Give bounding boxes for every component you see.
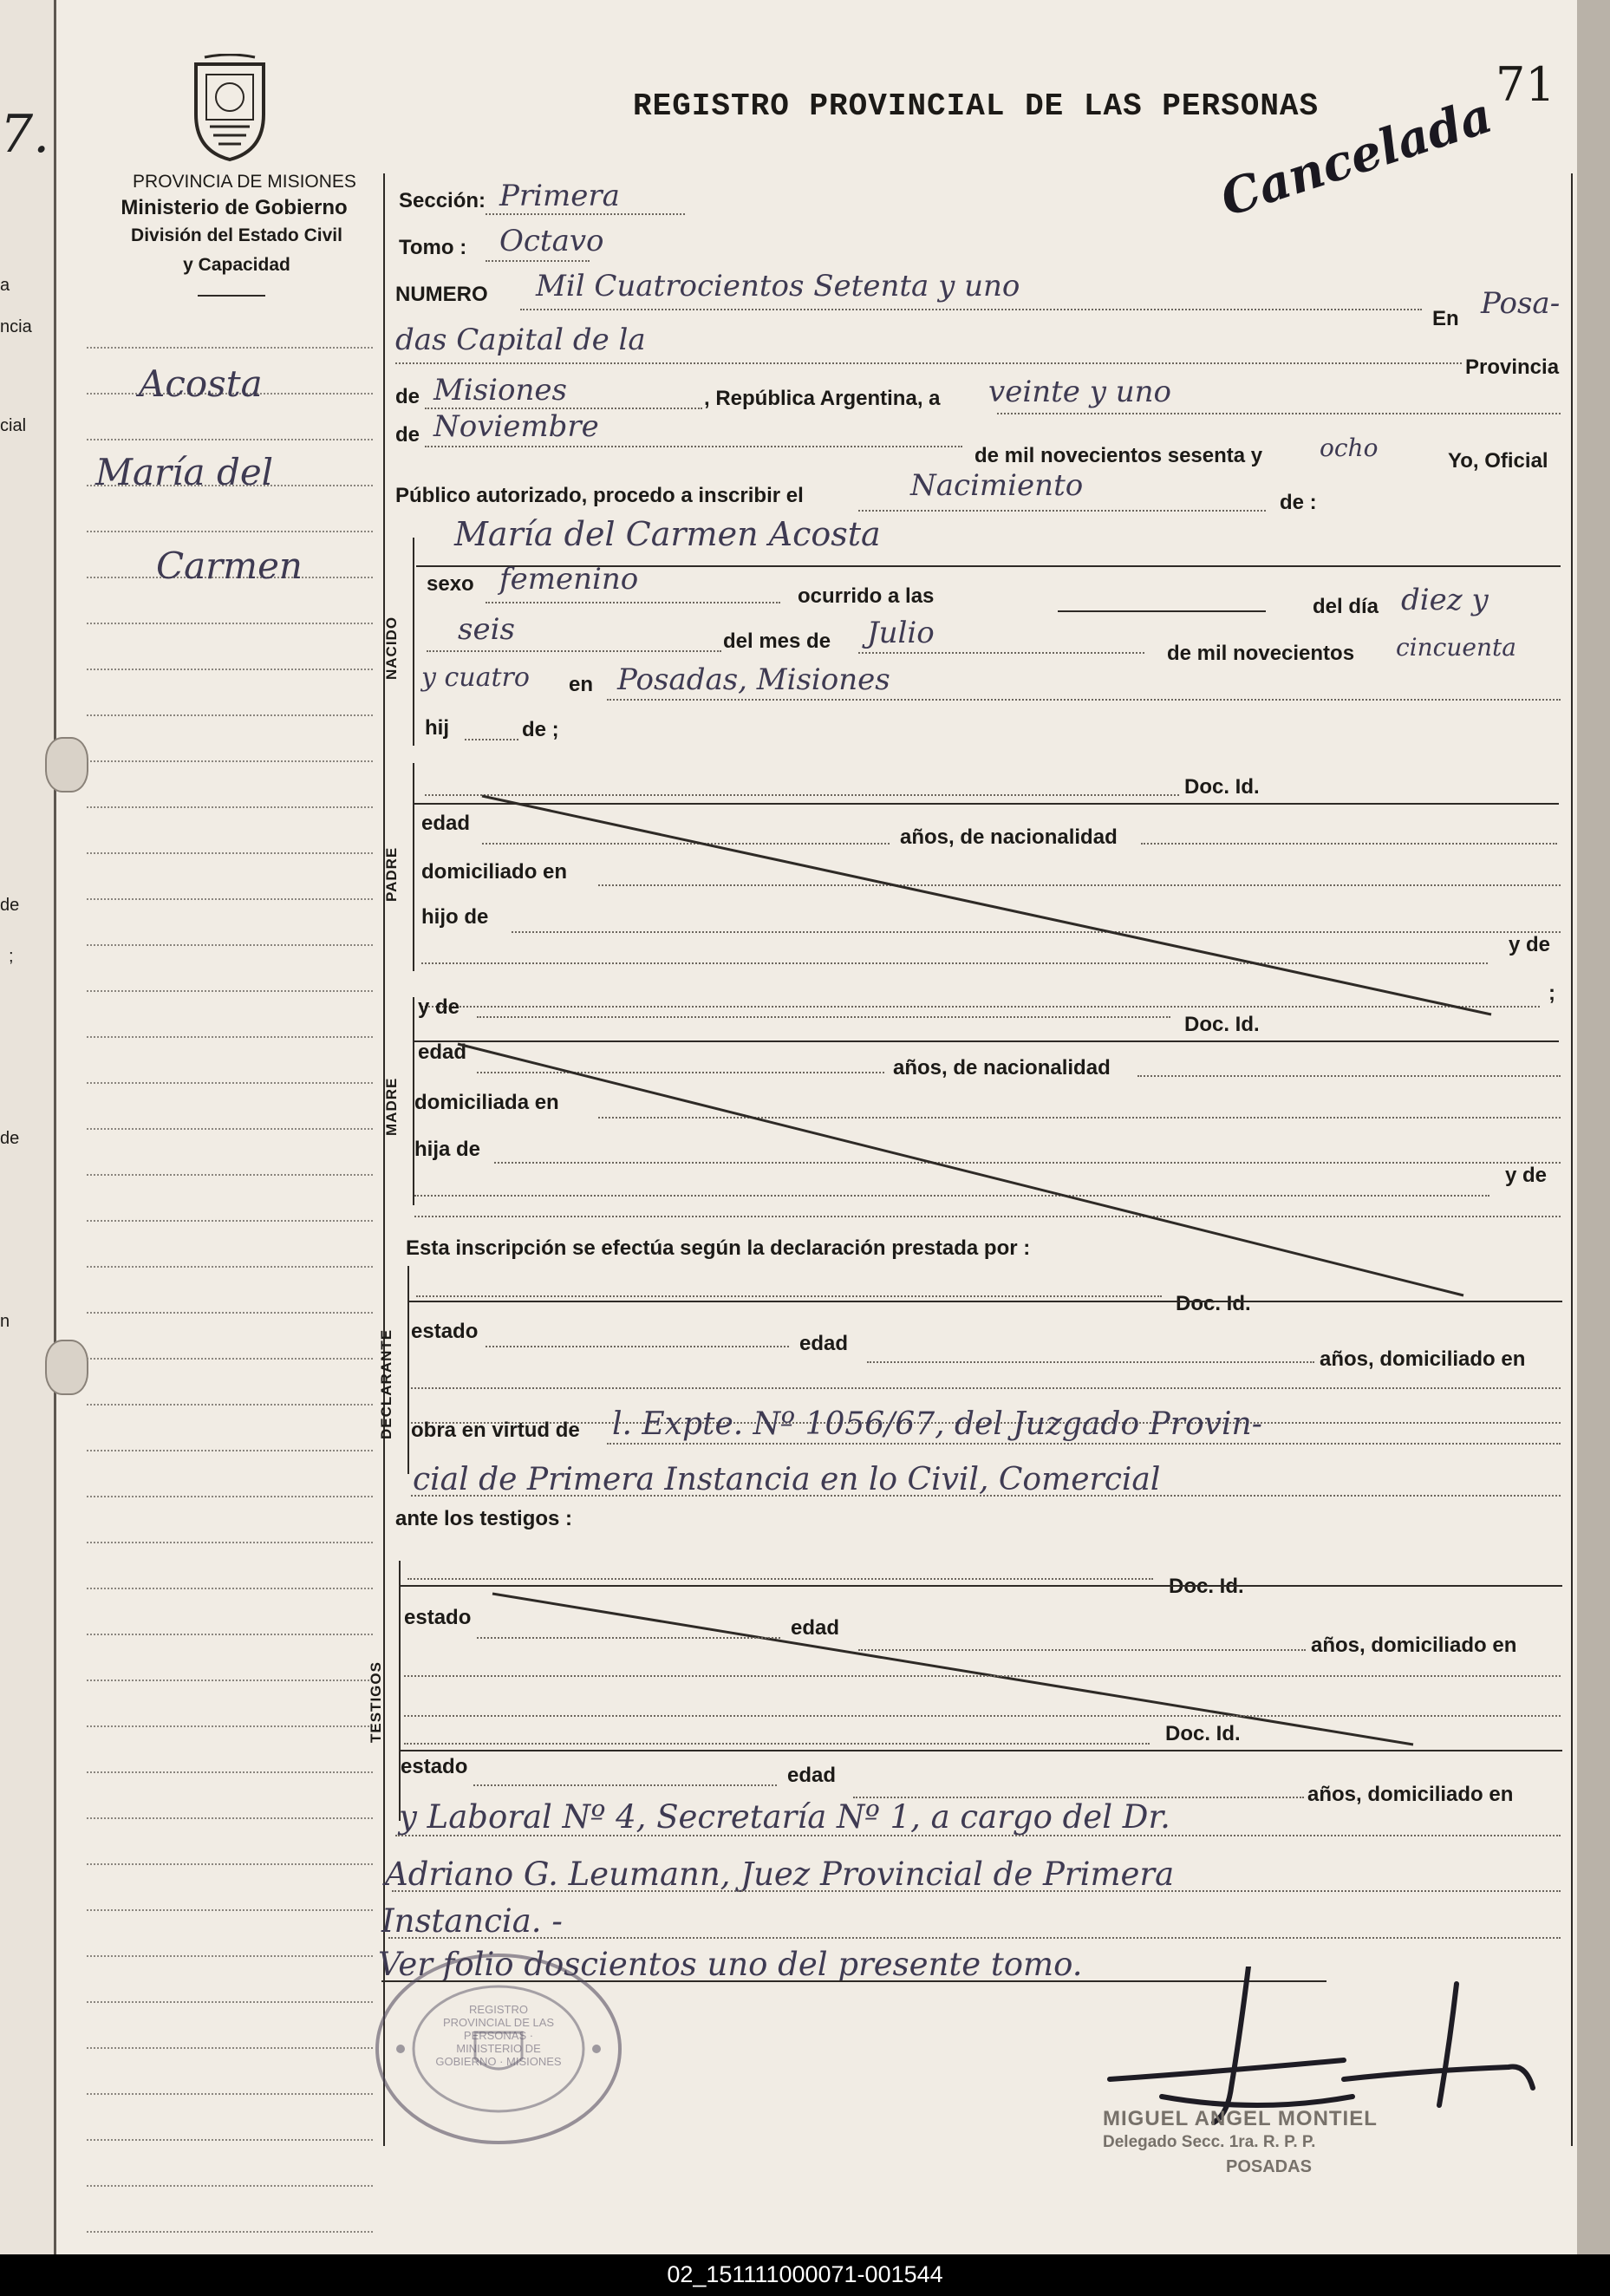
left-edge-text: a bbox=[0, 276, 10, 295]
domicilio-label: años, domiciliado en bbox=[1320, 1347, 1526, 1371]
fill-line bbox=[407, 1578, 1153, 1580]
left-edge-text: cial bbox=[0, 416, 27, 435]
authority-province: PROVINCIA DE MISIONES bbox=[133, 172, 356, 192]
year-label: de mil novecientos sesenta y bbox=[974, 444, 1263, 467]
edad-label: edad bbox=[418, 1040, 467, 1064]
domicilio-label: años, domiciliado en bbox=[1307, 1783, 1514, 1806]
fill-line bbox=[392, 1890, 1561, 1892]
de-colon: de : bbox=[1280, 491, 1317, 514]
left-edge-text: ; bbox=[9, 947, 14, 966]
strike-line-padre bbox=[482, 796, 1491, 1014]
yde-label: y de bbox=[418, 995, 460, 1019]
left-edge-text: de bbox=[0, 896, 20, 915]
fill-line bbox=[416, 1295, 1162, 1297]
fill-line bbox=[473, 1784, 777, 1786]
fill-line bbox=[411, 1495, 1561, 1497]
strike-line-testigos bbox=[492, 1594, 1413, 1745]
de-label: de bbox=[395, 385, 420, 408]
anio-label: de mil novecientos bbox=[1167, 642, 1355, 665]
left-edge-text: ncia bbox=[0, 317, 32, 336]
note-line: y Laboral Nº 4, Secretaría Nº 1, a cargo del Dr. bbox=[399, 1798, 1170, 1836]
section-rule bbox=[409, 1301, 1562, 1302]
edad-label: edad bbox=[787, 1764, 837, 1787]
fill-line bbox=[486, 1346, 789, 1347]
nacionalidad-label: años, de nacionalidad bbox=[893, 1056, 1111, 1080]
sexo-label: sexo bbox=[427, 572, 474, 596]
section-bracket bbox=[407, 1266, 409, 1474]
authority-capacity: y Capacidad bbox=[183, 255, 290, 275]
testigos-section-label: TESTIGOS bbox=[368, 1661, 384, 1743]
declarante-section-label: DECLARANTE bbox=[378, 1328, 394, 1439]
hijo-label: hijo de bbox=[421, 905, 489, 929]
hija-label: hija de bbox=[414, 1138, 481, 1161]
declarante-intro: Esta inscripción se efectúa según la declaración prestada por : bbox=[406, 1236, 1031, 1260]
numero-value: Mil Cuatrocientos Setenta y uno bbox=[536, 269, 1020, 303]
year-value: ocho bbox=[1320, 434, 1379, 462]
publico-label: Público autorizado, procedo a inscribir el bbox=[395, 484, 804, 507]
stamp-text: REGISTRO PROVINCIAL DE LAS PERSONAS · MINISTERIO DE GOBIERNO · MISIONES bbox=[435, 2003, 562, 2068]
dia-value: diez y bbox=[1401, 583, 1489, 617]
fill-line bbox=[867, 1361, 1314, 1363]
fill-line bbox=[411, 1387, 1561, 1389]
doc-label: Doc. Id. bbox=[1184, 775, 1260, 799]
left-edge-text: de bbox=[0, 1129, 20, 1148]
fill-line bbox=[388, 1937, 1561, 1939]
en-label: en bbox=[569, 673, 594, 696]
doc-label: Doc. Id. bbox=[1184, 1013, 1260, 1036]
acto-value: Nacimiento bbox=[910, 468, 1084, 503]
seccion-value: Primera bbox=[499, 179, 620, 213]
yo-label: Yo, Oficial bbox=[1448, 449, 1548, 473]
estado-label: estado bbox=[404, 1606, 472, 1629]
fill-line bbox=[404, 1743, 1150, 1745]
doc-label: Doc. Id. bbox=[1165, 1722, 1241, 1745]
city-value: das Capital de la bbox=[395, 323, 646, 357]
hij-label: hij bbox=[425, 716, 449, 740]
domicilio-label: domiciliada en bbox=[414, 1091, 559, 1114]
edad-label: edad bbox=[421, 812, 471, 835]
semicolon: ; bbox=[1548, 982, 1555, 1005]
obra-label: obra en virtud de bbox=[411, 1419, 580, 1442]
en-label: En bbox=[1432, 307, 1459, 330]
mes-value: Julio bbox=[867, 616, 935, 650]
de-label: de ; bbox=[522, 718, 559, 741]
authority-division: División del Estado Civil bbox=[131, 225, 342, 245]
official-place: POSADAS bbox=[1226, 2157, 1312, 2176]
fill-line bbox=[858, 1649, 1306, 1651]
provincia-label: Provincia bbox=[1465, 355, 1560, 379]
page-title: REGISTRO PROVINCIAL DE LAS PERSONAS bbox=[633, 88, 1320, 124]
margin-given-name: Carmen bbox=[156, 545, 303, 587]
section-rule bbox=[401, 1585, 1562, 1587]
fill-line bbox=[477, 1637, 780, 1639]
dia-label: del día bbox=[1313, 595, 1379, 618]
province-value: Misiones bbox=[433, 373, 567, 408]
section-rule bbox=[401, 1750, 1562, 1751]
dia-value: seis bbox=[458, 612, 515, 647]
file-id-bar bbox=[0, 2254, 1610, 2296]
fill-line bbox=[404, 1675, 1561, 1677]
doc-label: Doc. Id. bbox=[1169, 1575, 1244, 1598]
left-edge-text: 7. bbox=[0, 104, 50, 165]
ocurrido-label: ocurrido a las bbox=[798, 584, 935, 608]
estado-label: estado bbox=[401, 1755, 468, 1778]
tomo-value: Octavo bbox=[499, 224, 604, 258]
estado-label: estado bbox=[411, 1320, 479, 1343]
registrant-name: María del Carmen Acosta bbox=[454, 515, 881, 553]
anio-value: cincuenta bbox=[1396, 633, 1516, 662]
madre-section-label: MADRE bbox=[383, 1077, 400, 1136]
nacionalidad-label: años, de nacionalidad bbox=[900, 825, 1118, 849]
yde-label: y de bbox=[1505, 1164, 1548, 1187]
numero-label: NUMERO bbox=[395, 283, 488, 306]
padre-section-label: PADRE bbox=[383, 846, 400, 902]
fill-line bbox=[607, 1443, 1561, 1445]
lugar-value: Posadas, Misiones bbox=[617, 662, 890, 697]
domicilio-label: años, domiciliado en bbox=[1311, 1634, 1517, 1657]
left-edge-text: n bbox=[0, 1312, 10, 1331]
file-id: 02_151111000071-001544 bbox=[667, 2261, 943, 2287]
note-line: Adriano G. Leumann, Juez Provincial de Primera bbox=[385, 1856, 1175, 1893]
domicilio-label: domiciliado en bbox=[421, 860, 568, 884]
authority-ministry: Ministerio de Gobierno bbox=[121, 196, 348, 219]
official-name: MIGUEL ANGEL MONTIEL bbox=[1103, 2107, 1378, 2130]
page-number: 71 bbox=[1496, 57, 1555, 112]
margin-surname: Acosta bbox=[139, 362, 263, 405]
note-line: Instancia. - bbox=[381, 1902, 563, 1940]
margin-given-name: María del bbox=[95, 451, 274, 493]
month-value: Noviembre bbox=[433, 409, 599, 444]
note-line: Ver folio doscientos uno del presente tomo. bbox=[378, 1946, 1083, 1983]
ante-label: ante los testigos : bbox=[395, 1507, 573, 1530]
nacido-section-label: NACIDO bbox=[383, 616, 400, 680]
doc-label: Doc. Id. bbox=[1176, 1292, 1251, 1315]
yde-label: y de bbox=[1509, 933, 1551, 956]
seccion-label: Sección: bbox=[399, 189, 486, 212]
tomo-label: Tomo : bbox=[399, 236, 467, 259]
fill-line bbox=[404, 1715, 1561, 1717]
fill-line bbox=[395, 1835, 1561, 1836]
date-value: veinte y uno bbox=[988, 375, 1171, 409]
cancel-stamp: Cancelada bbox=[1214, 86, 1499, 228]
de-label: de bbox=[395, 423, 420, 447]
official-title: Delegado Secc. 1ra. R. P. P. bbox=[1103, 2133, 1316, 2151]
section-bracket bbox=[399, 1561, 401, 1821]
mes-label: del mes de bbox=[723, 629, 831, 653]
obra-value: cial de Primera Instancia en lo Civil, Comercial bbox=[413, 1462, 1161, 1497]
edad-label: edad bbox=[799, 1332, 849, 1355]
sexo-value: femenino bbox=[499, 562, 639, 597]
edad-label: edad bbox=[791, 1616, 840, 1640]
anio-value: y cuatro bbox=[421, 662, 530, 693]
obra-value: l. Expte. Nº 1056/67, del Juzgado Provin- bbox=[612, 1406, 1262, 1442]
republica-label: , República Argentina, a bbox=[704, 387, 941, 410]
en-value: Posa- bbox=[1481, 286, 1561, 321]
